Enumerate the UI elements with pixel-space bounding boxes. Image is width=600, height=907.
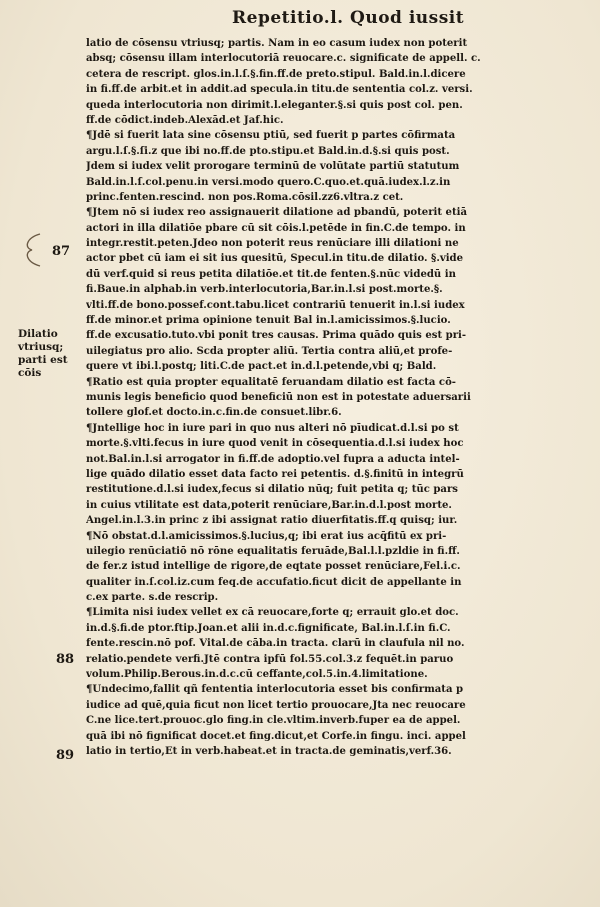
text-line: cetera de rescript. glos.in.l.ſ.§.fin.ff.de preto.stipul. Bald.in.l.dicere <box>86 68 466 80</box>
text-line: princ.fenten.rescind. non pos.Roma.cōsil.zz6.vltra.z cet. <box>86 191 404 203</box>
text-line: vlti.ff.de bono.possef.cont.tabu.licet contrariū tenuerit in.l.si iudex <box>86 299 465 311</box>
text-line: in cuius vtilitate est data,poterit renūciare,Bar.in.d.l.post morte. <box>86 499 452 511</box>
text-line: argu.l.ſ.§.ſi.z que ibi no.ff.de pto.stipu.et Bald.in.d.§.si quis post. <box>86 145 450 157</box>
text-line: Jdem si iudex velit prorogare terminū de volūtate partiū statutum <box>86 161 460 173</box>
text-line: de fer.z istud intellige de rigore,de eqtate posset renūciare,Fel.i.c. <box>86 561 461 573</box>
text-line: lige quādo dilatio esset data facto rei petentis. d.§.finitū in integrū <box>86 468 464 480</box>
text-line: munis legis beneficio quod beneficiū non est in potestate aduersarii <box>86 391 471 403</box>
handwritten-bracket-mark <box>20 232 46 268</box>
text-line: tollere glof.et docto.in.c.fin.de consuet.libr.6. <box>86 407 342 419</box>
text-line: in fi.ff.de arbit.et in addit.ad specula.in titu.de sententia col.z. versi. <box>86 84 473 96</box>
margin-note-line: vtriusq; <box>18 341 64 353</box>
margin-note-line: parti est <box>18 354 68 366</box>
text-line: morte.§.vlti.fecus in iure quod venit in cōsequentia.d.l.si iudex hoc <box>86 438 464 450</box>
text-line: ff.de excusatio.tuto.vbi ponit tres causas. Prima quādo quis est pri- <box>86 330 467 342</box>
margin-number-89: 89 <box>56 748 75 763</box>
text-line: iudice ad quē,quia ficut non licet tertio prouocare,Jta nec reuocare <box>86 699 466 711</box>
margin-number-87: 87 <box>52 244 71 259</box>
text-line: ¶Jdē si fuerit lata sine cōsensu ptiū, sed fuerit p partes cōfirmata <box>86 130 456 142</box>
text-line: ¶Limita nisi iudex vellet ex cā reuocare,forte q; errauit glo.et doc. <box>86 607 459 619</box>
text-line: C.ne lice.tert.prouoc.glo fing.in cle.vltim.inverb.fuper ea de appel. <box>86 715 461 727</box>
text-line: absq; cōsensu illam interlocutoriā reuocare.c. significate de appell. c. <box>86 53 481 65</box>
text-line: quere vt ibi.l.postq; liti.C.de pact.et in.d.l.petende,vbi q; Bald. <box>86 361 437 373</box>
text-line: ¶Jtem nō si iudex reo assignauerit dilatione ad pbandū, poterit etiā <box>86 207 467 219</box>
text-line: actor pbet cū iam ei sit ius quesitū, Specul.in titu.de dilatio. §.vide <box>86 253 464 265</box>
margin-note-line: Dilatio <box>18 328 58 340</box>
text-line: fi.Baue.in alphab.in verb.interlocutoria,Bar.in.l.si post.morte.§. <box>86 284 443 296</box>
margin-number-88: 88 <box>56 652 75 667</box>
text-line: volum.Philip.Berous.in.d.c.cū ceffante,col.5.in.4.limitatione. <box>86 669 428 681</box>
body-text <box>86 36 576 759</box>
text-line: dū verf.quid si reus petita dilatiōe.et tit.de fenten.§.nūc videdū in <box>86 268 456 280</box>
text-line: ¶Nō obstat.d.l.amicissimos.§.lucius,q; ibi erat ius acq̄fitū ex pri- <box>86 530 447 542</box>
text-line: not.Bal.in.l.si arrogator in fi.ff.de adoptio.vel fupra a aducta intel- <box>86 453 460 465</box>
text-line: restitutione.d.l.si iudex,fecus si dilatio nūq; fuit petita q; tūc pars <box>86 484 458 496</box>
text-line: integr.restit.peten.Jdeo non poterit reus renūciare illi dilationi ne <box>86 238 459 250</box>
text-line: ¶Undecimo,fallit qñ fententia interlocutoria esset bis confirmata p <box>86 684 464 696</box>
text-line: uilegiatus pro alio. Scda propter aliū. Tertia contra aliū,et profe- <box>86 345 453 357</box>
text-line: in.d.§.fi.de ptor.ftip.Joan.et alii in.d.c.fignificate, Bal.in.l.ſ.in fi.C. <box>86 622 451 634</box>
text-line: c.ex parte. s.de rescrip. <box>86 592 219 604</box>
text-line: ff.de cōdict.indeb.Alexād.et Jaf.hic. <box>86 114 284 126</box>
text-line: quā ibi nō fignificat docet.et fing.dicut,et Corfe.in fingu. inci. appel <box>86 730 466 742</box>
text-line: qualiter in.ſ.col.iz.cum feq.de accufatio.ficut dicit de appellante in <box>86 576 462 588</box>
text-line: Bald.in.l.ſ.col.penu.in versi.modo quero.C.quo.et.quā.iudex.l.z.in <box>86 176 451 188</box>
text-line: latio de cōsensu vtriusq; partis. Nam in eo casum iudex non poterit <box>86 38 468 49</box>
text-line: ¶Jntellige hoc in iure pari in quo nus alteri nō pīudicat.d.l.si po st <box>86 422 459 434</box>
text-line: Angel.in.l.3.in princ z ibi assignat ratio diuerfitatis.ff.q quisq; iur. <box>86 515 458 527</box>
text-line: uilegio renūciatiō nō rōne equalitatis feruāde,Bal.l.l.pzldie in fi.ff. <box>86 545 460 557</box>
text-line: latio in tertio,Et in verb.habeat.et in tracta.de geminatis,verf.36. <box>86 745 452 757</box>
margin-note <box>18 328 80 380</box>
text-line: fente.rescin.nō pof. Vital.de cāba.in tracta. clarū in claufula nil no. <box>86 638 465 650</box>
text-line: ff.de minor.et prima opinione tenuit Bal in.l.amicissimos.§.lucio. <box>86 315 451 327</box>
text-line: relatio.pendete verfi.Jtē contra ipfū fol.55.col.3.z fequēt.in paruo <box>86 653 454 665</box>
margin-note-line: cōis <box>18 367 42 379</box>
text-line: queda interlocutoria non dirimit.l.eleganter.§.si quis post col. pen. <box>86 99 463 111</box>
running-head: Repetitio.l. Quod iussit <box>232 8 465 28</box>
text-line: ¶Ratio est quia propter equalitatē feruandam dilatio est facta cō- <box>86 376 456 388</box>
text-line: actori in illa dilatiōe pbare cū sit cōis.l.petēde in fin.C.de tempo. in <box>86 222 466 234</box>
